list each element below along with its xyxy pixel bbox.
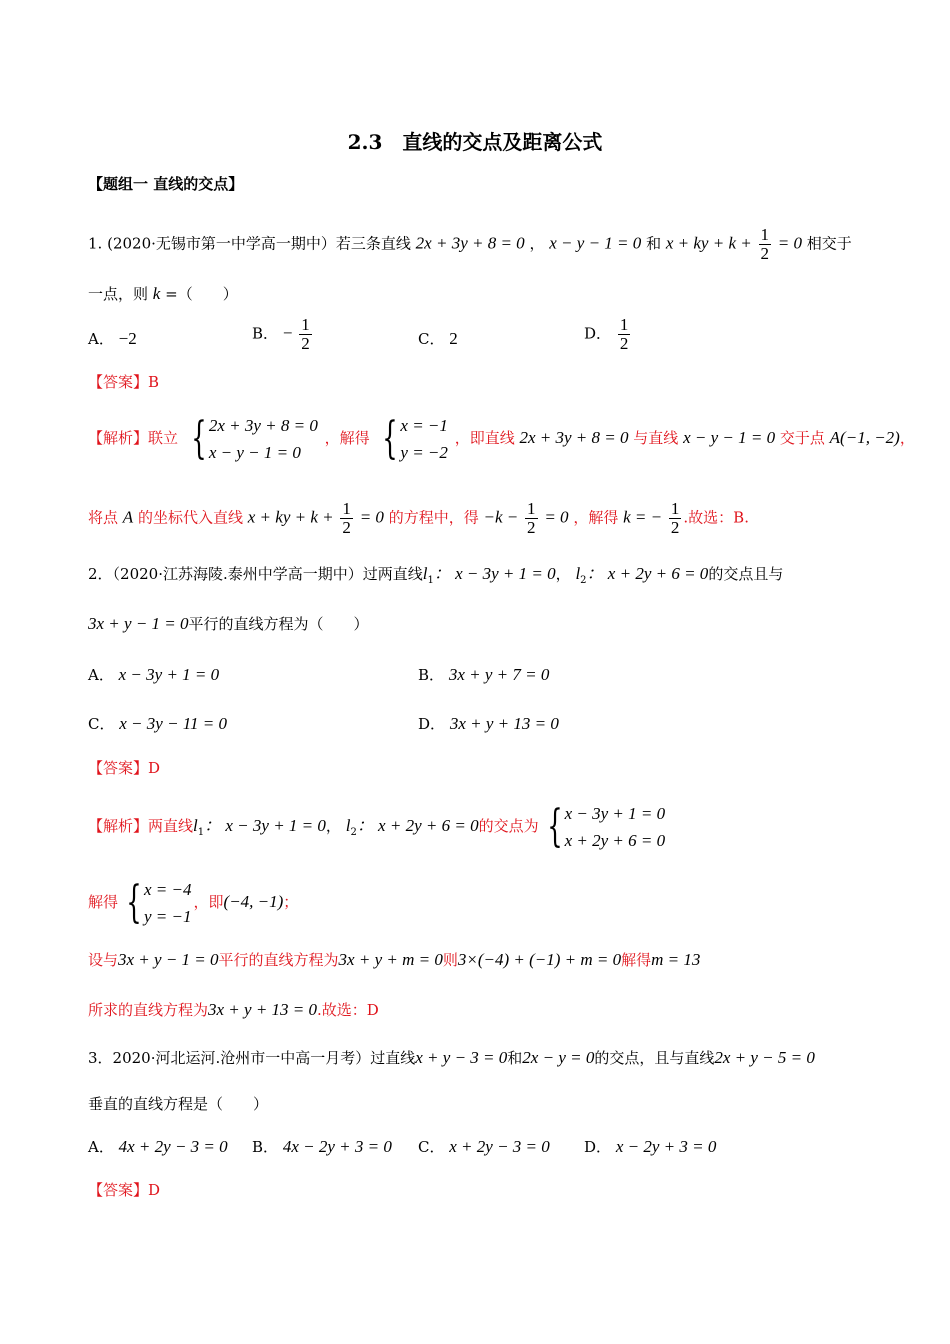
analysis-text: 平行的直线方程为 <box>218 951 339 969</box>
q3-answer: 【答案】D <box>88 1181 161 1199</box>
option-label: B． <box>418 666 445 684</box>
analysis-eq: 3x + y + m = 0 <box>338 950 443 969</box>
q1-option-d <box>584 316 632 353</box>
option-value: x − 3y + 1 = 0 <box>118 665 220 684</box>
analysis-text: 的坐标代入直线 <box>137 508 243 527</box>
q1-answer: 【答案】B <box>88 373 160 391</box>
analysis-text: 联立 <box>148 429 179 447</box>
q2-option-b <box>418 664 549 685</box>
q1-and: 和 <box>646 234 662 253</box>
fraction-numerator: 1 <box>527 499 536 518</box>
q1-option-b <box>252 316 314 353</box>
q2-analysis-line3 <box>88 950 700 970</box>
q2-answer: 【答案】D <box>88 759 161 777</box>
analysis-eq: m = 13 <box>651 950 701 969</box>
q1-k: k <box>152 284 161 303</box>
solution-system: { x = −4 y = −1 <box>126 877 192 928</box>
fraction-numerator: 1 <box>342 499 351 518</box>
q3-stem <box>88 1048 815 1068</box>
analysis-eq: 3×(−4) + (−1) + m = 0 <box>457 950 622 969</box>
system-eq: y = −2 <box>400 443 448 462</box>
q2-line2-eq: 3x + y − 1 = 0 <box>88 614 189 633</box>
q3-option-a <box>88 1136 228 1157</box>
analysis-eq: 3x + y + 13 = 0 <box>208 1000 318 1019</box>
q1-blank: =（ ） <box>165 285 238 303</box>
q3-mid: 的交点，且与直线 <box>594 1049 715 1067</box>
option-value: 3x + y + 7 = 0 <box>448 665 550 684</box>
analysis-text: 所求的直线方程为 <box>88 1001 209 1019</box>
analysis-text: 则 <box>442 951 458 969</box>
analysis-text: ，解得 <box>573 508 619 527</box>
analysis-text: .故选：B. <box>683 508 749 527</box>
q1-tail: 相交于 <box>806 234 852 253</box>
option-label: B． <box>252 324 279 343</box>
option-label: D． <box>584 324 612 343</box>
fraction-numerator: 1 <box>619 315 629 334</box>
q2-analysis-line2 <box>88 876 298 930</box>
q1-option-a <box>88 328 137 349</box>
subscript: 2 <box>350 827 357 838</box>
option-fraction <box>618 316 631 353</box>
subscript: 2 <box>580 575 587 586</box>
section-heading: 【题组一 直线的交点】 <box>88 175 244 193</box>
analysis-eq: 3x + y − 1 = 0 <box>118 950 219 969</box>
equation-system: { 2x + 3y + 8 = 0 x − y − 1 = 0 <box>191 413 318 464</box>
q2-option-c <box>88 713 227 734</box>
fraction-denominator: 2 <box>760 244 769 263</box>
q1-eq2: x − y − 1 = 0 <box>549 233 642 253</box>
system-eq: x + 2y + 6 = 0 <box>564 831 666 850</box>
option-value: x + 2y − 3 = 0 <box>449 1137 550 1156</box>
q2-l1-eq: ： x − 3y + 1 = 0 <box>433 564 556 583</box>
q1-stem-line2 <box>88 284 238 304</box>
option-label: B． <box>252 1138 279 1156</box>
q2-stem-text: 2．（2020·江苏海陵.泰州中学高一期中）过两直线 <box>88 565 423 583</box>
q1-line2: 一点，则 <box>88 285 149 303</box>
q2-analysis-line4 <box>88 1000 379 1020</box>
analysis-text: ，即 <box>193 893 224 911</box>
analysis-text: .故选：D <box>317 1001 379 1019</box>
q1-option-c <box>418 328 458 349</box>
analysis-eq: −k − <box>483 507 519 527</box>
q3-option-c <box>418 1136 550 1157</box>
fraction-denominator: 2 <box>619 334 629 353</box>
fraction-denominator: 2 <box>301 334 310 353</box>
subscript: 1 <box>427 575 434 586</box>
equation-system: { x − 3y + 1 = 0 x + 2y + 6 = 0 <box>546 801 666 852</box>
analysis-point: (−4, −1) <box>223 892 284 911</box>
option-fraction <box>299 316 312 353</box>
page-title: 2.3 直线的交点及距离公式 <box>347 130 603 154</box>
line-symbol: l <box>422 564 428 583</box>
line-symbol: l <box>345 816 351 835</box>
option-value: 3x + y + 13 = 0 <box>449 714 559 733</box>
fraction-denominator: 2 <box>670 518 680 537</box>
q2-tail: 的交点且与 <box>708 565 784 583</box>
solution-system: { x = −1 y = −2 <box>382 413 448 464</box>
analysis-text: 的交点为 <box>478 817 539 835</box>
fraction <box>525 500 538 537</box>
analysis-eq: = 0 <box>544 507 569 527</box>
q2-option-d <box>418 713 559 734</box>
system-eq: x = −1 <box>400 416 448 435</box>
analysis-label: 【解析】 <box>88 429 149 447</box>
option-value: 4x − 2y + 3 = 0 <box>282 1137 392 1156</box>
analysis-text: 解得 <box>621 951 652 969</box>
q1-number: 1. <box>88 234 103 253</box>
option-label: C． <box>418 1138 445 1156</box>
option-label: D． <box>584 1138 612 1156</box>
option-value: −2 <box>118 329 137 348</box>
q1-eq3a: x + ky + k + <box>665 233 752 253</box>
analysis-text: 的方程中，得 <box>388 508 479 527</box>
fraction-numerator: 1 <box>670 499 680 518</box>
analysis-eq: ： x + 2y + 6 = 0 <box>356 816 479 835</box>
option-label: C． <box>418 330 445 348</box>
analysis-eq: x + ky + k + <box>247 507 334 527</box>
q1-stem-text: (2020·无锡市第一中学高一期中）若三条直线 <box>107 234 411 253</box>
analysis-text: ， <box>899 429 915 447</box>
option-value: − <box>282 323 293 343</box>
q2-l2-eq: ： x + 2y + 6 = 0 <box>586 564 709 583</box>
q1-eq1: 2x + 3y + 8 = 0 <box>415 233 525 253</box>
q3-and: 和 <box>507 1049 523 1067</box>
q2-stem-line2 <box>88 614 369 634</box>
analysis-label: 【解析】 <box>88 817 149 835</box>
analysis-var: A <box>122 507 134 527</box>
option-label: D． <box>418 715 446 733</box>
system-eq: y = −1 <box>144 907 192 926</box>
q3-stem-line2: 垂直的直线方程是（ ） <box>88 1095 269 1113</box>
line-symbol: l <box>193 816 198 835</box>
fraction-numerator: 1 <box>301 315 310 334</box>
q3-eq3: 2x + y − 5 = 0 <box>714 1048 815 1067</box>
analysis-text: 交于点 <box>779 429 825 447</box>
q3-eq1: x + y − 3 = 0 <box>415 1048 508 1067</box>
analysis-eq: k = − <box>623 507 663 527</box>
analysis-text: 与直线 <box>633 429 679 447</box>
analysis-text: 两直线 <box>148 817 194 835</box>
q3-option-d <box>584 1136 716 1157</box>
analysis-eq: x − y − 1 = 0 <box>683 428 776 447</box>
analysis-eq: = 0 <box>359 507 384 527</box>
option-label: A． <box>88 1138 114 1156</box>
system-eq: x − y − 1 = 0 <box>208 443 301 462</box>
analysis-eq: ： x − 3y + 1 = 0 <box>204 816 326 835</box>
fraction-denominator: 2 <box>527 518 536 537</box>
analysis-text: 将点 <box>88 508 119 527</box>
fraction <box>669 500 682 537</box>
q3-stem-text: 3．2020·河北运河.沧州市一中高一月考）过直线 <box>88 1049 416 1067</box>
fraction-denominator: 2 <box>342 518 351 537</box>
option-label: A． <box>88 330 114 348</box>
analysis-text: 设与 <box>88 951 119 969</box>
system-eq: x − 3y + 1 = 0 <box>564 804 666 823</box>
option-value: 4x + 2y − 3 = 0 <box>118 1137 228 1156</box>
analysis-eq: 2x + 3y + 8 = 0 <box>519 428 629 447</box>
q2-line2: 平行的直线方程为（ ） <box>188 615 369 633</box>
subscript: 1 <box>197 827 205 838</box>
q1-eq3b: = 0 <box>777 233 803 253</box>
line-symbol: l <box>575 564 581 583</box>
q3-option-b <box>252 1136 392 1157</box>
q3-eq2: 2x − y = 0 <box>522 1048 595 1067</box>
analysis-text: ，解得 <box>324 429 370 447</box>
q2-sep: ， <box>555 565 571 583</box>
option-value: 2 <box>449 329 458 348</box>
option-label: A． <box>88 666 114 684</box>
analysis-point: A(−1, −2) <box>829 428 900 447</box>
analysis-text: ，即直线 <box>454 429 515 447</box>
option-label: C． <box>88 715 115 733</box>
q1-analysis-line1 <box>88 412 915 466</box>
q1-sep: ， <box>529 234 545 253</box>
q2-analysis-line1 <box>88 800 667 854</box>
system-eq: x = −4 <box>144 880 192 899</box>
q2-option-a <box>88 664 219 685</box>
fraction <box>340 500 353 537</box>
q1-analysis-line2 <box>88 500 749 537</box>
analysis-text: 解得 <box>88 893 119 911</box>
analysis-text: ； <box>283 893 299 911</box>
q1-half-fraction <box>759 226 772 263</box>
option-value: x − 2y + 3 = 0 <box>615 1137 717 1156</box>
option-value: x − 3y − 11 = 0 <box>119 714 228 733</box>
fraction-numerator: 1 <box>760 225 769 244</box>
analysis-text: ， <box>325 817 341 835</box>
system-eq: 2x + 3y + 8 = 0 <box>208 416 318 435</box>
q2-stem <box>88 564 783 591</box>
q1-stem <box>88 226 852 263</box>
